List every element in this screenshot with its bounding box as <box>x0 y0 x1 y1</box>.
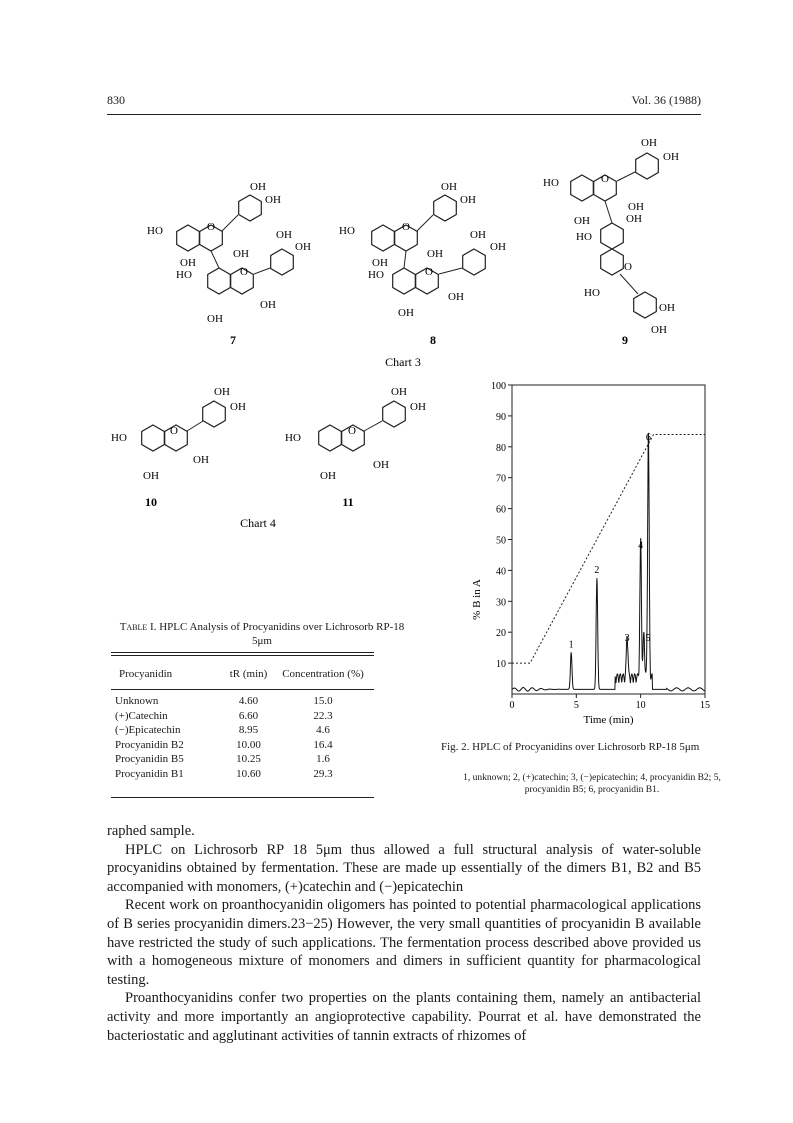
group-label: OH <box>427 248 443 260</box>
group-label: OH <box>626 213 642 225</box>
y-tick-label: 60 <box>496 504 506 516</box>
group-label: OH <box>574 215 590 227</box>
group-label: OH <box>265 194 281 206</box>
chart-3-caption: Chart 3 <box>385 355 421 369</box>
peak-label: 4 <box>638 540 644 552</box>
y-tick-label: 50 <box>496 535 506 547</box>
paragraph: HPLC on Lichrosorb RP 18 5μm thus allowed a full structural analysis of water-soluble procyanidins obtained by fermentation. These are made up essentially of the dimers B1, B2 and B5 accompanied with monomers, (+)catechin and (−)epicatechin <box>107 841 701 895</box>
x-tick-label: 5 <box>573 700 579 711</box>
column-header: Concentration (%) <box>282 668 364 680</box>
group-label: OH <box>663 151 679 163</box>
concentration: 1.6 <box>316 753 330 766</box>
group-label: HO <box>339 225 355 237</box>
chart-4-caption: Chart 4 <box>240 516 276 530</box>
group-label: O <box>240 266 248 278</box>
group-label: OH <box>214 386 230 398</box>
table-caption: HPLC Analysis of Procyanidins over Lichrosorb RP-18 5μm <box>159 621 405 647</box>
group-label: OH <box>659 302 675 314</box>
table-rule-bottom <box>111 797 374 798</box>
group-label: OH <box>207 313 223 325</box>
group-label: OH <box>651 324 667 336</box>
table-row <box>111 738 374 753</box>
retention-time: 10.60 <box>236 767 261 780</box>
x-tick-label: 15 <box>700 700 710 711</box>
concentration: 15.0 <box>313 695 333 708</box>
group-label: OH <box>410 401 426 413</box>
chart-series <box>512 432 705 691</box>
table-row <box>111 767 374 782</box>
retention-time: 10.00 <box>236 738 261 751</box>
procyanidin-name: Procyanidin B2 <box>115 738 184 751</box>
y-tick-label: 80 <box>496 442 506 454</box>
procyanidin-name: (+)Catechin <box>115 709 168 722</box>
group-label: OH <box>628 201 644 213</box>
table-row <box>111 694 374 709</box>
chromatogram-trace <box>512 433 705 691</box>
peak-label: 3 <box>624 633 630 645</box>
group-label: HO <box>111 432 127 444</box>
group-label: OH <box>441 181 457 193</box>
page-number: 830 <box>107 93 125 107</box>
concentration: 29.3 <box>313 767 333 780</box>
group-label: OH <box>391 386 407 398</box>
group-label: O <box>170 425 178 437</box>
group-label: O <box>402 221 410 233</box>
y-tick-label: 100 <box>491 381 506 392</box>
y-tick-label: 90 <box>496 411 506 423</box>
group-label: OH <box>143 470 159 482</box>
group-label: OH <box>448 291 464 303</box>
plot-frame <box>512 385 705 694</box>
group-label: O <box>207 221 215 233</box>
procyanidin-name: (−)Epicatechin <box>115 724 181 737</box>
structure-7 <box>147 181 311 325</box>
procyanidin-name: Unknown <box>115 695 159 708</box>
journal-volume: Vol. 36 (1988) <box>631 93 701 107</box>
structure-11 <box>285 386 426 482</box>
chart-axes <box>512 385 705 694</box>
structure-label-11: 11 <box>342 495 354 509</box>
group-label: OH <box>230 401 246 413</box>
group-label: OH <box>320 470 336 482</box>
table-rule-top <box>111 652 374 656</box>
y-axis-label: % B in A <box>471 579 483 620</box>
structure-label-7: 7 <box>230 333 236 347</box>
table-header-row <box>111 660 374 688</box>
structure-9 <box>543 137 679 336</box>
peak-label: 5 <box>645 633 651 645</box>
structure-8 <box>339 181 506 319</box>
group-label: O <box>348 425 356 437</box>
group-label: HO <box>584 287 600 299</box>
hplc-chromatogram <box>440 375 710 735</box>
group-label: OH <box>373 459 389 471</box>
group-label: HO <box>147 225 163 237</box>
table-row <box>111 709 374 724</box>
group-label: OH <box>460 194 476 206</box>
structure-label-9: 9 <box>622 333 628 347</box>
column-header: Procyanidin <box>119 668 173 680</box>
y-tick-label: 20 <box>496 628 506 640</box>
gradient-line <box>512 434 705 663</box>
peak-label: 6 <box>645 432 651 444</box>
group-label: O <box>601 173 609 185</box>
group-label: HO <box>176 269 192 281</box>
paragraph: Proanthocyanidins confer two properties on the plants containing them, namely an antibacterial activity and more importantly an angioprotective capability. Pourrat et al. have demonstrated the bacteriostatic and agglutinant activities of tannin extracts of rhizomes of <box>107 990 701 1044</box>
group-label: OH <box>250 181 266 193</box>
x-tick-label: 0 <box>509 700 515 711</box>
procyanidin-name: Procyanidin B1 <box>115 767 184 780</box>
paragraph: raphed sample. <box>107 823 195 839</box>
table-row <box>111 723 374 738</box>
group-label: HO <box>368 269 384 281</box>
figure-legend: 1, unknown; 2, (+)catechin; 3, (−)epicatechin; 4, procyanidin B2; 5, procyanidin B5; 6, procyanidin B1. <box>463 773 721 795</box>
group-label: HO <box>576 231 592 243</box>
table-row <box>111 752 374 767</box>
concentration: 4.6 <box>316 724 330 737</box>
retention-time: 6.60 <box>238 709 259 722</box>
group-label: OH <box>260 299 276 311</box>
procyanidin-name: Procyanidin B5 <box>115 753 184 766</box>
retention-time: 4.60 <box>238 695 259 708</box>
table-rule-mid <box>111 689 374 690</box>
peak-label: 1 <box>568 639 574 651</box>
group-label: OH <box>193 454 209 466</box>
retention-time: 8.95 <box>238 724 259 737</box>
group-label: OH <box>180 257 196 269</box>
group-label: OH <box>233 248 249 260</box>
group-label: HO <box>285 432 301 444</box>
figure-caption: Fig. 2. HPLC of Procyanidins over Lichrosorb RP-18 5μm <box>441 741 700 753</box>
group-label: OH <box>372 257 388 269</box>
column-header: tR (min) <box>229 668 268 680</box>
y-tick-label: 10 <box>496 659 506 671</box>
group-label: O <box>624 261 632 273</box>
group-label: OH <box>641 137 657 149</box>
body-text <box>107 822 701 1045</box>
peak-label: 2 <box>594 565 600 577</box>
group-label: OH <box>276 229 292 241</box>
group-label: OH <box>490 241 506 253</box>
group-label: OH <box>295 241 311 253</box>
group-label: HO <box>543 177 559 189</box>
group-label: OH <box>398 307 414 319</box>
x-axis-label: Time (min) <box>583 714 634 726</box>
structure-label-10: 10 <box>145 495 157 509</box>
structure-10 <box>111 386 246 482</box>
structure-label-8: 8 <box>430 333 436 347</box>
group-label: O <box>425 266 433 278</box>
table-label: Table I. <box>119 621 157 633</box>
chart-ticks <box>491 381 710 711</box>
table-title <box>116 620 408 648</box>
y-tick-label: 30 <box>496 597 506 609</box>
hplc-table <box>111 660 374 781</box>
y-tick-label: 40 <box>496 566 506 578</box>
paragraph: Recent work on proanthocyanidin oligomers has pointed to potential pharmacological applications of B series procyanidin dimers.23−25) However, the very small quantities of procyanidin B available have restricted the study of such applications. The fermentation process described above provided us with a homogeneous mixture of monomers and dimers in sufficient quantity for pharmacological testing. <box>107 897 701 988</box>
x-tick-label: 10 <box>635 700 646 711</box>
concentration: 16.4 <box>313 738 333 751</box>
retention-time: 10.25 <box>236 753 261 766</box>
group-label: OH <box>470 229 486 241</box>
concentration: 22.3 <box>313 709 333 722</box>
y-tick-label: 70 <box>496 473 506 485</box>
